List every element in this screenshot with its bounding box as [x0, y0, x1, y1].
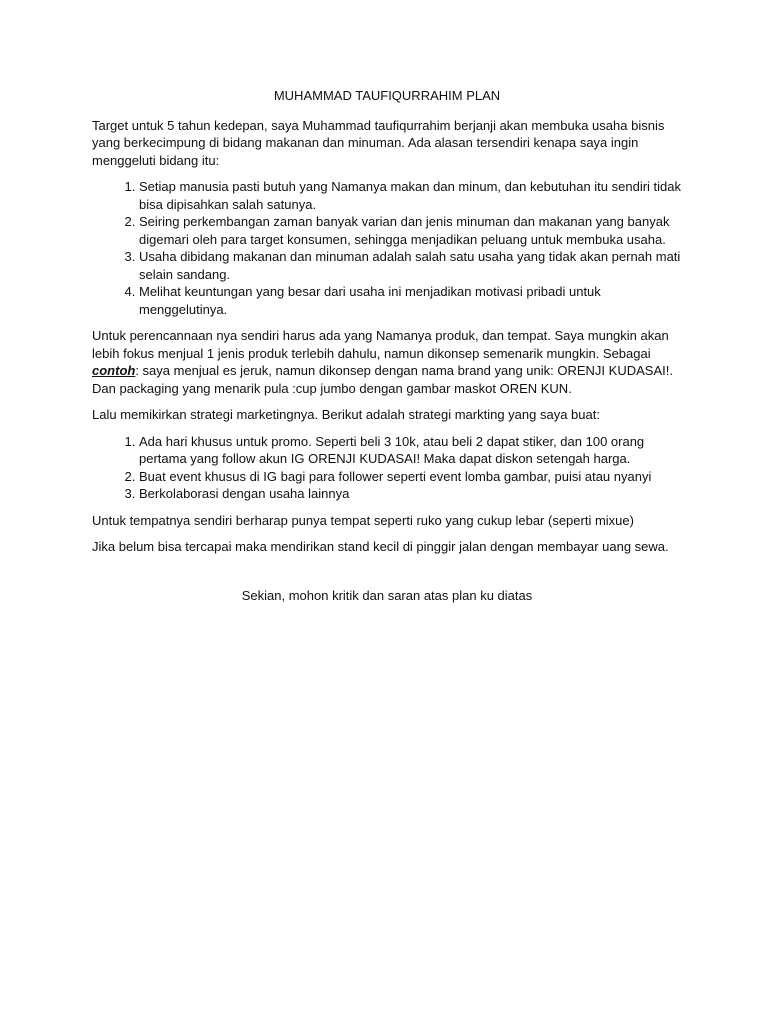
list-item: 2. Seiring perkembangan zaman banyak varian dan jenis minuman dan makanan yang banyak digemari oleh para target konsumen, sehingga menjadikan peluang untuk membuka usaha.: [139, 213, 682, 248]
list-item: 2. Buat event khusus di IG bagi para follower seperti event lomba gambar, puisi atau nyanyi: [139, 468, 682, 486]
place-paragraph: Untuk tempatnya sendiri berharap punya tempat seperti ruko yang cukup lebar (seperti mixue): [92, 512, 634, 528]
reasons-list: [92, 178, 682, 318]
closing-line: Sekian, mohon kritik dan saran atas plan ku diatas: [241, 587, 533, 603]
contoh-emphasis: contoh: [92, 363, 136, 378]
document-page: [92, 87, 682, 613]
list-item: 3. Berkolaborasi dengan usaha lainnya: [139, 485, 682, 503]
strategies-list: [92, 433, 682, 503]
planning-text-start: Untuk perencannaan nya sendiri harus ada yang Namanya produk, dan tempat. Saya mungkin akan lebih fokus menjual 1 jenis produk terlebih dahulu, namun dikonsep semenarik mungkin. Sebagai: [92, 328, 669, 361]
fallback-paragraph: Jika belum bisa tercapai maka mendirikan stand kecil di pinggir jalan dengan membayar uang sewa.: [92, 539, 669, 554]
list-item: 1. Ada hari khusus untuk promo. Seperti beli 3 10k, atau beli 2 dapat stiker, dan 100 orang pertama yang follow akun IG ORENJI KUDASAI! Maka dapat diskon setengah harga.: [139, 433, 682, 468]
planning-text-end: : saya menjual es jeruk, namun dikonsep dengan nama brand yang unik: ORENJI KUDASAI!. Dan packaging yang menarik pula :cup jumbo dengan gambar maskot OREN KUN.: [92, 363, 673, 396]
marketing-intro-paragraph: Lalu memikirkan strategi marketingnya. Berikut adalah strategi markting yang saya buat:: [92, 407, 600, 422]
list-item: 1. Setiap manusia pasti butuh yang Namanya makan dan minum, dan kebutuhan itu sendiri tidak bisa dipisahkan salah satunya.: [139, 178, 682, 213]
list-item: 3. Usaha dibidang makanan dan minuman adalah salah satu usaha yang tidak akan pernah mati selain sandang.: [139, 248, 682, 283]
document-title: MUHAMMAD TAUFIQURRAHIM PLAN: [273, 88, 501, 103]
intro-paragraph: Target untuk 5 tahun kedepan, saya Muhammad taufiqurrahim berjanji akan membuka usaha bisnis yang berkecimpung di bidang makanan dan minuman. Ada alasan tersendiri kenapa saya ingin menggeluti bidang itu:: [92, 117, 665, 168]
planning-paragraph: [92, 327, 682, 397]
list-item: 4. Melihat keuntungan yang besar dari usaha ini menjadikan motivasi pribadi untuk menggelutinya.: [139, 283, 682, 318]
